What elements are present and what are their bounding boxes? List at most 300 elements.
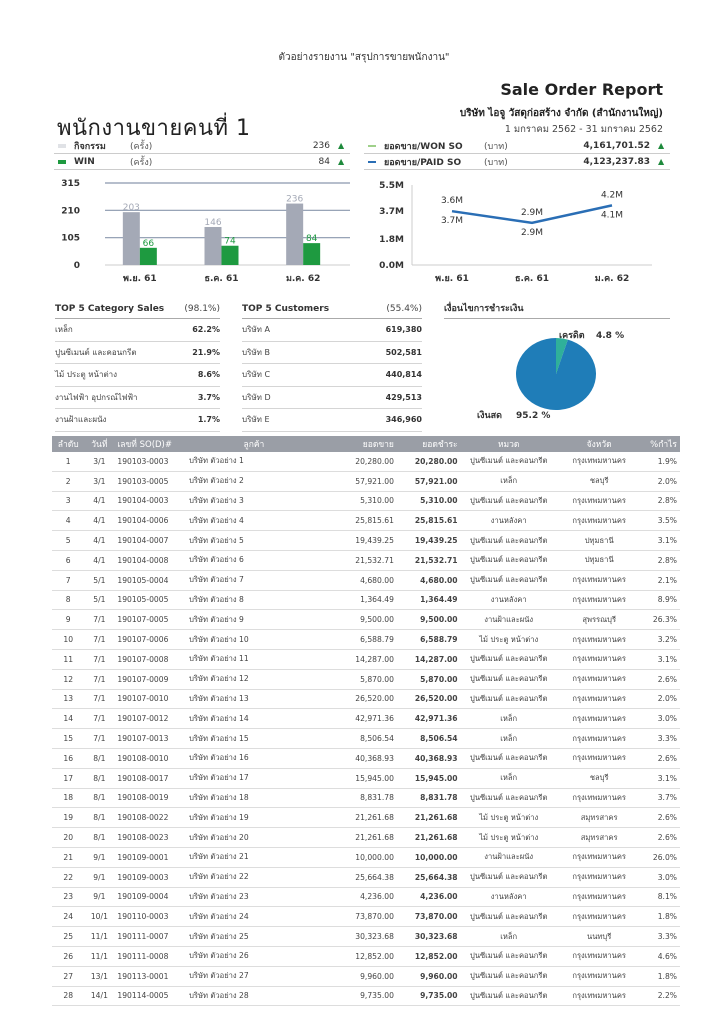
cell-province: กรุงเทพมหานคร — [557, 511, 642, 531]
cell-date: 7/1 — [84, 729, 114, 749]
cell-province: กรุงเทพมหานคร — [557, 570, 642, 590]
cell-province: สมุทรสาคร — [557, 808, 642, 828]
category-row — [55, 387, 220, 410]
cell-province: กรุงเทพมหานคร — [557, 630, 642, 650]
table-row — [52, 669, 680, 689]
cell-date: 11/1 — [84, 927, 114, 947]
credit-pct: 4.8 % — [596, 331, 625, 341]
cell-customer: บริษัท ตัวอย่าง 13 — [186, 689, 322, 709]
table-row — [52, 986, 680, 1006]
cell-paid-amount: 21,261.68 — [397, 828, 461, 848]
table-row — [52, 907, 680, 927]
cell-date: 7/1 — [84, 669, 114, 689]
bar-value-label: 203 — [122, 203, 140, 214]
category-value: 21.9% — [192, 347, 220, 357]
cell-sales-amount: 15,945.00 — [322, 768, 397, 788]
cell-date: 7/1 — [84, 649, 114, 669]
customer-value: 429,513 — [385, 392, 422, 402]
customer-name: บริษัท A — [242, 325, 270, 335]
trend-up-icon: ▲ — [338, 141, 345, 150]
table-row — [52, 630, 680, 650]
cell-province: นนทบุรี — [557, 927, 642, 947]
cell-seq: 23 — [52, 887, 84, 907]
cell-province: กรุงเทพมหานคร — [557, 986, 642, 1006]
legend-line-paid-so — [368, 161, 376, 163]
cell-date: 5/1 — [84, 590, 114, 610]
cell-so-number: 190104-0006 — [114, 511, 186, 531]
customer-name: บริษัท E — [242, 415, 270, 425]
cell-profit-pct: 3.5% — [642, 511, 680, 531]
cell-sales-amount: 42,971.36 — [322, 709, 397, 729]
cell-category: ปูนซีเมนต์ และคอนกรีต — [461, 946, 557, 966]
cell-profit-pct: 26.0% — [642, 847, 680, 867]
cell-customer: บริษัท ตัวอย่าง 24 — [186, 907, 322, 927]
cell-so-number: 190108-0023 — [114, 828, 186, 848]
kpi-label: ยอดขาย/PAID SO — [384, 157, 462, 168]
cell-date: 4/1 — [84, 491, 114, 511]
cell-sales-amount: 5,310.00 — [322, 491, 397, 511]
cell-province: กรุงเทพมหานคร — [557, 966, 642, 986]
cell-sales-amount: 5,870.00 — [322, 669, 397, 689]
cell-customer: บริษัท ตัวอย่าง 6 — [186, 550, 322, 570]
header-paid-amount: ยอดชำระ — [397, 436, 461, 452]
customer-name: บริษัท B — [242, 347, 270, 357]
cell-seq: 20 — [52, 828, 84, 848]
cell-province: สมุทรสาคร — [557, 828, 642, 848]
table-row — [52, 729, 680, 749]
cell-sales-amount: 8,506.54 — [322, 729, 397, 749]
cell-customer: บริษัท ตัวอย่าง 17 — [186, 768, 322, 788]
cell-province: ปทุมธานี — [557, 550, 642, 570]
cell-customer: บริษัท ตัวอย่าง 2 — [186, 471, 322, 491]
cell-customer: บริษัท ตัวอย่าง 22 — [186, 867, 322, 887]
bar-value-label: 236 — [286, 194, 304, 205]
cell-customer: บริษัท ตัวอย่าง 26 — [186, 946, 322, 966]
cell-so-number: 190109-0003 — [114, 867, 186, 887]
cell-category: ปูนซีเมนต์ และคอนกรีต — [461, 550, 557, 570]
legend-line-won-so — [368, 145, 376, 147]
cell-seq: 28 — [52, 986, 84, 1006]
table-row — [52, 590, 680, 610]
cell-province: ปทุมธานี — [557, 531, 642, 551]
cell-category: ไม้ ประตู หน้าต่าง — [461, 630, 557, 650]
kpi-value: 4,161,701.52 — [583, 140, 650, 151]
cell-date: 8/1 — [84, 828, 114, 848]
customer-row — [242, 342, 422, 365]
cell-profit-pct: 1.8% — [642, 907, 680, 927]
bar-value-label: 74 — [224, 236, 236, 247]
cell-customer: บริษัท ตัวอย่าง 8 — [186, 590, 322, 610]
cell-seq: 11 — [52, 649, 84, 669]
cell-paid-amount: 9,500.00 — [397, 610, 461, 630]
cell-so-number: 190104-0003 — [114, 491, 186, 511]
cell-category: ไม้ ประตู หน้าต่าง — [461, 808, 557, 828]
cell-date: 7/1 — [84, 709, 114, 729]
header-category: หมวด — [461, 436, 557, 452]
cell-so-number: 190107-0005 — [114, 610, 186, 630]
trend-up-icon: ▲ — [338, 157, 345, 166]
category-name: ปูนซีเมนต์ และคอนกรีต — [55, 347, 137, 357]
customer-row — [242, 387, 422, 410]
cell-province: สุพรรณบุรี — [557, 610, 642, 630]
cell-paid-amount: 21,532.71 — [397, 550, 461, 570]
cell-seq: 3 — [52, 491, 84, 511]
cell-date: 13/1 — [84, 966, 114, 986]
cell-sales-amount: 9,500.00 — [322, 610, 397, 630]
cell-profit-pct: 4.6% — [642, 946, 680, 966]
kpi-row-win — [54, 154, 350, 170]
kpi-label: ยอดขาย/WON SO — [384, 141, 463, 152]
table-row — [52, 748, 680, 768]
cell-customer: บริษัท ตัวอย่าง 20 — [186, 828, 322, 848]
top5-customers-table — [242, 300, 422, 432]
top5-customers-title: TOP 5 Customers — [242, 304, 330, 314]
cell-profit-pct: 1.9% — [642, 452, 680, 471]
customer-value: 619,380 — [385, 325, 422, 335]
cell-category: ปูนซีเมนต์ และคอนกรีต — [461, 986, 557, 1006]
cell-profit-pct: 3.3% — [642, 927, 680, 947]
bar-win — [303, 243, 320, 265]
table-row — [52, 610, 680, 630]
cell-customer: บริษัท ตัวอย่าง 3 — [186, 491, 322, 511]
cell-so-number: 190105-0005 — [114, 590, 186, 610]
header-province: จังหวัด — [557, 436, 642, 452]
cell-date: 9/1 — [84, 867, 114, 887]
cell-paid-amount: 4,236.00 — [397, 887, 461, 907]
cell-sales-amount: 25,664.38 — [322, 867, 397, 887]
cell-paid-amount: 21,261.68 — [397, 808, 461, 828]
salesman-title: พนักงานขายคนที่ 1 — [57, 116, 251, 141]
cell-profit-pct: 3.0% — [642, 867, 680, 887]
cell-profit-pct: 3.1% — [642, 649, 680, 669]
cell-so-number: 190107-0013 — [114, 729, 186, 749]
cell-province: กรุงเทพมหานคร — [557, 491, 642, 511]
kpi-value: 84 — [318, 156, 330, 167]
kpi-unit: (ครั้ง) — [130, 141, 153, 152]
cell-paid-amount: 9,735.00 — [397, 986, 461, 1006]
cell-category: ปูนซีเมนต์ และคอนกรีต — [461, 452, 557, 471]
cell-so-number: 190111-0008 — [114, 946, 186, 966]
cell-customer: บริษัท ตัวอย่าง 12 — [186, 669, 322, 689]
table-row — [52, 966, 680, 986]
kpi-right — [364, 138, 670, 170]
cell-sales-amount: 40,368.93 — [322, 748, 397, 768]
cell-seq: 2 — [52, 471, 84, 491]
customer-row — [242, 409, 422, 432]
cell-seq: 26 — [52, 946, 84, 966]
kpi-left — [54, 138, 350, 170]
cell-seq: 4 — [52, 511, 84, 531]
table-row — [52, 887, 680, 907]
kpi-label: กิจกรรม — [74, 141, 106, 152]
trend-up-icon: ▲ — [658, 141, 665, 150]
cell-paid-amount: 40,368.93 — [397, 748, 461, 768]
x-tick-label: ธ.ค. 61 — [514, 274, 550, 284]
cell-date: 10/1 — [84, 907, 114, 927]
cell-so-number: 190113-0001 — [114, 966, 186, 986]
cell-date: 7/1 — [84, 610, 114, 630]
table-row — [52, 847, 680, 867]
cell-sales-amount: 19,439.25 — [322, 531, 397, 551]
cell-profit-pct: 2.0% — [642, 689, 680, 709]
cell-so-number: 190108-0019 — [114, 788, 186, 808]
report-title: Sale Order Report — [500, 80, 663, 99]
cell-paid-amount: 1,364.49 — [397, 590, 461, 610]
cell-sales-amount: 21,532.71 — [322, 550, 397, 570]
won-so-label: 4.2M — [600, 190, 624, 201]
table-row — [52, 511, 680, 531]
cell-paid-amount: 10,000.00 — [397, 847, 461, 867]
cell-seq: 8 — [52, 590, 84, 610]
legend-swatch-win — [58, 160, 66, 164]
cell-category: เหล็ก — [461, 471, 557, 491]
cell-paid-amount: 8,831.78 — [397, 788, 461, 808]
cell-category: ปูนซีเมนต์ และคอนกรีต — [461, 649, 557, 669]
cell-sales-amount: 73,870.00 — [322, 907, 397, 927]
payment-terms-pie — [444, 322, 684, 427]
cell-profit-pct: 3.7% — [642, 788, 680, 808]
cell-category: ปูนซีเมนต์ และคอนกรีต — [461, 748, 557, 768]
paid-so-label: 3.7M — [440, 216, 464, 227]
header-so-number: เลขที่ SO(D)# — [114, 436, 186, 452]
cell-so-number: 190107-0006 — [114, 630, 186, 650]
category-row — [55, 409, 220, 432]
kpi-row-paid-so — [364, 154, 670, 170]
customer-name: บริษัท D — [242, 392, 271, 402]
cell-profit-pct: 8.1% — [642, 887, 680, 907]
cell-profit-pct: 2.6% — [642, 669, 680, 689]
cell-customer: บริษัท ตัวอย่าง 7 — [186, 570, 322, 590]
table-row — [52, 550, 680, 570]
cell-category: ปูนซีเมนต์ และคอนกรีต — [461, 689, 557, 709]
payment-terms-panel — [444, 300, 670, 319]
y-tick-label: 210 — [61, 206, 80, 217]
cell-seq: 16 — [52, 748, 84, 768]
cell-so-number: 190104-0007 — [114, 531, 186, 551]
cell-seq: 5 — [52, 531, 84, 551]
cell-paid-amount: 25,815.61 — [397, 511, 461, 531]
cell-seq: 13 — [52, 689, 84, 709]
customer-row — [242, 319, 422, 342]
cell-date: 8/1 — [84, 748, 114, 768]
top5-category-table — [55, 300, 220, 432]
payment-terms-title: เงื่อนไขการชำระเงิน — [444, 300, 670, 319]
cell-category: งานหลังคา — [461, 887, 557, 907]
y-tick-label: 315 — [61, 179, 80, 189]
cell-sales-amount: 4,680.00 — [322, 570, 397, 590]
pie-slice-cash — [516, 338, 596, 410]
sales-order-table — [52, 436, 680, 1006]
bar-value-label: 66 — [142, 238, 155, 249]
cell-paid-amount: 6,588.79 — [397, 630, 461, 650]
cell-paid-amount: 73,870.00 — [397, 907, 461, 927]
cell-sales-amount: 1,364.49 — [322, 590, 397, 610]
cell-date: 4/1 — [84, 531, 114, 551]
kpi-unit: (ครั้ง) — [130, 157, 153, 168]
cell-sales-amount: 10,000.00 — [322, 847, 397, 867]
y-tick-label: 5.5M — [379, 181, 404, 191]
cell-sales-amount: 21,261.68 — [322, 828, 397, 848]
cell-so-number: 190108-0010 — [114, 748, 186, 768]
cell-seq: 12 — [52, 669, 84, 689]
cell-province: กรุงเทพมหานคร — [557, 946, 642, 966]
cell-customer: บริษัท ตัวอย่าง 4 — [186, 511, 322, 531]
bar-value-label: 146 — [204, 217, 222, 228]
cell-so-number: 190110-0003 — [114, 907, 186, 927]
cell-sales-amount: 9,735.00 — [322, 986, 397, 1006]
cell-seq: 27 — [52, 966, 84, 986]
cell-paid-amount: 5,310.00 — [397, 491, 461, 511]
cell-so-number: 190108-0017 — [114, 768, 186, 788]
cell-date: 8/1 — [84, 788, 114, 808]
category-row — [55, 319, 220, 342]
bar-activity — [205, 227, 222, 265]
cell-date: 4/1 — [84, 550, 114, 570]
bar-value-label: 84 — [305, 234, 318, 245]
table-row — [52, 828, 680, 848]
cell-sales-amount: 25,815.61 — [322, 511, 397, 531]
cash-pct: 95.2 % — [516, 411, 551, 421]
cell-profit-pct: 3.3% — [642, 729, 680, 749]
cell-profit-pct: 3.1% — [642, 531, 680, 551]
cell-seq: 19 — [52, 808, 84, 828]
cell-seq: 15 — [52, 729, 84, 749]
table-row — [52, 491, 680, 511]
cell-so-number: 190109-0004 — [114, 887, 186, 907]
category-name: เหล็ก — [55, 325, 73, 335]
won-so-label: 3.6M — [440, 196, 464, 207]
x-tick-label: ม.ค. 62 — [594, 274, 630, 284]
customer-row — [242, 364, 422, 387]
cell-paid-amount: 26,520.00 — [397, 689, 461, 709]
cell-sales-amount: 14,287.00 — [322, 649, 397, 669]
cell-paid-amount: 57,921.00 — [397, 471, 461, 491]
cell-paid-amount: 9,960.00 — [397, 966, 461, 986]
cell-sales-amount: 21,261.68 — [322, 808, 397, 828]
cell-so-number: 190107-0009 — [114, 669, 186, 689]
cell-paid-amount: 8,506.54 — [397, 729, 461, 749]
cell-seq: 10 — [52, 630, 84, 650]
cell-date: 14/1 — [84, 986, 114, 1006]
y-tick-label: 3.7M — [379, 207, 404, 218]
cell-so-number: 190109-0001 — [114, 847, 186, 867]
top5-customers-pct: (55.4%) — [386, 304, 422, 314]
table-row — [52, 788, 680, 808]
cell-paid-amount: 14,287.00 — [397, 649, 461, 669]
table-row — [52, 570, 680, 590]
trend-up-icon: ▲ — [658, 157, 665, 166]
table-row — [52, 689, 680, 709]
cell-so-number: 190107-0008 — [114, 649, 186, 669]
category-row — [55, 342, 220, 365]
cell-category: ไม้ ประตู หน้าต่าง — [461, 828, 557, 848]
cell-date: 3/1 — [84, 471, 114, 491]
legend-swatch-activity — [58, 144, 66, 148]
cell-customer: บริษัท ตัวอย่าง 27 — [186, 966, 322, 986]
table-row — [52, 808, 680, 828]
cell-province: กรุงเทพมหานคร — [557, 709, 642, 729]
cell-category: ปูนซีเมนต์ และคอนกรีต — [461, 966, 557, 986]
cell-category: ปูนซีเมนต์ และคอนกรีต — [461, 867, 557, 887]
cell-category: ปูนซีเมนต์ และคอนกรีต — [461, 788, 557, 808]
top5-customers-header — [242, 300, 422, 319]
cell-province: กรุงเทพมหานคร — [557, 748, 642, 768]
cell-paid-amount: 30,323.68 — [397, 927, 461, 947]
cell-category: งานฝ้าและผนัง — [461, 610, 557, 630]
cell-sales-amount: 12,852.00 — [322, 946, 397, 966]
cell-so-number: 190111-0007 — [114, 927, 186, 947]
cell-date: 9/1 — [84, 887, 114, 907]
kpi-label: WIN — [74, 156, 95, 167]
cell-profit-pct: 2.0% — [642, 471, 680, 491]
kpi-unit: (บาท) — [484, 157, 508, 168]
table-row — [52, 649, 680, 669]
cell-seq: 21 — [52, 847, 84, 867]
cell-seq: 17 — [52, 768, 84, 788]
cell-customer: บริษัท ตัวอย่าง 9 — [186, 610, 322, 630]
cell-so-number: 190103-0003 — [114, 452, 186, 471]
cell-customer: บริษัท ตัวอย่าง 1 — [186, 452, 322, 471]
cell-seq: 7 — [52, 570, 84, 590]
category-value: 1.7% — [197, 415, 220, 425]
cell-province: ชลบุรี — [557, 768, 642, 788]
category-name: งานฝ้าและผนัง — [55, 415, 107, 425]
cell-sales-amount: 8,831.78 — [322, 788, 397, 808]
cell-customer: บริษัท ตัวอย่าง 11 — [186, 649, 322, 669]
kpi-row-won-so — [364, 138, 670, 154]
y-tick-label: 1.8M — [379, 234, 404, 245]
customer-name: บริษัท C — [242, 370, 271, 380]
bar-win — [140, 248, 157, 265]
document-caption: ตัวอย่างรายงาน "สรุปการขายพนักงาน" — [278, 52, 450, 63]
company-name: บริษัท ไอจู วัสดุก่อสร้าง จำกัด (สำนักงานใหญ่) — [459, 108, 663, 119]
top5-category-title: TOP 5 Category Sales — [55, 304, 165, 314]
paid-so-label: 4.1M — [600, 210, 624, 221]
cell-seq: 14 — [52, 709, 84, 729]
cell-so-number: 190114-0005 — [114, 986, 186, 1006]
cell-province: กรุงเทพมหานคร — [557, 649, 642, 669]
cell-category: เหล็ก — [461, 729, 557, 749]
bar-win — [222, 246, 239, 265]
cell-category: ปูนซีเมนต์ และคอนกรีต — [461, 669, 557, 689]
cell-customer: บริษัท ตัวอย่าง 21 — [186, 847, 322, 867]
cash-label: เงินสด — [477, 411, 502, 421]
cell-category: ปูนซีเมนต์ และคอนกรีต — [461, 531, 557, 551]
category-value: 3.7% — [197, 392, 220, 402]
header-sales-amount: ยอดขาย — [322, 436, 397, 452]
won-so-label: 2.9M — [520, 207, 544, 218]
cell-so-number: 190105-0004 — [114, 570, 186, 590]
cell-so-number: 190103-0005 — [114, 471, 186, 491]
cell-province: กรุงเทพมหานคร — [557, 452, 642, 471]
cell-sales-amount: 4,236.00 — [322, 887, 397, 907]
cell-profit-pct: 3.1% — [642, 768, 680, 788]
y-tick-label: 0 — [73, 261, 80, 271]
table-row — [52, 709, 680, 729]
cell-sales-amount: 57,921.00 — [322, 471, 397, 491]
cell-date: 8/1 — [84, 768, 114, 788]
cell-seq: 22 — [52, 867, 84, 887]
cell-category: ปูนซีเมนต์ และคอนกรีต — [461, 907, 557, 927]
kpi-value: 236 — [312, 140, 330, 151]
cell-paid-amount: 42,971.36 — [397, 709, 461, 729]
cell-paid-amount: 4,680.00 — [397, 570, 461, 590]
header-date: วันที่ — [84, 436, 114, 452]
cell-sales-amount: 30,323.68 — [322, 927, 397, 947]
cell-date: 9/1 — [84, 847, 114, 867]
cell-paid-amount: 19,439.25 — [397, 531, 461, 551]
x-tick-label: พ.ย. 61 — [122, 274, 157, 284]
